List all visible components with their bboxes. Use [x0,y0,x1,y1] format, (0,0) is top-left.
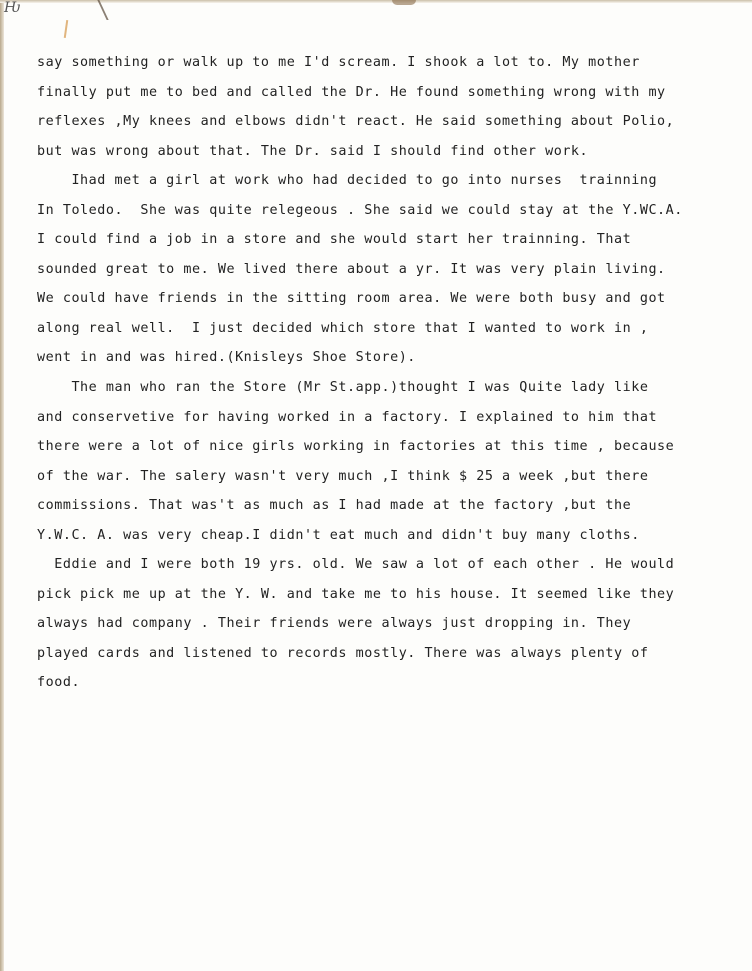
text-line: sounded great to me. We lived there about a yr. It was very plain living. [37,261,666,277]
paper-top-edge [0,0,752,3]
text-line: always had company . Their friends were always just dropping in. They [37,616,632,632]
text-line: there were a lot of nice girls working in factories at this time , because [37,439,675,455]
text-line: Y.W.C. A. was very cheap.I didn't eat much and didn't buy many cloths. [37,527,640,543]
pencil-mark [64,20,68,38]
text-line: along real well. I just decided which store that I wanted to work in , [37,320,649,336]
page-number-mark: Ƕ [4,0,21,16]
text-line: commissions. That was't as much as I had made at the factory ,but the [37,498,632,514]
paper-left-edge [0,0,4,971]
ink-smudge [83,0,108,20]
text-line: We could have friends in the sitting room area. We were both busy and got [37,291,666,307]
text-line: played cards and listened to records mostly. There was always plenty of [37,645,649,661]
typed-text-body [37,48,717,698]
text-line: I could find a job in a store and she would start her trainning. That [37,232,632,248]
text-line: and conservetive for having worked in a factory. I explained to him that [37,409,658,425]
text-line: of the war. The salery wasn't very much ,I think $ 25 a week ,but there [37,468,649,484]
text-line: finally put me to bed and called the Dr. He found something wrong with my [37,84,666,100]
text-line: pick pick me up at the Y. W. and take me to his house. It seemed like they [37,586,675,602]
text-line: Ihad met a girl at work who had decided to go into nurses trainning [37,173,658,189]
text-line: The man who ran the Store (Mr St.app.)thought I was Quite lady like [37,380,649,396]
text-line: went in and was hired.(Knisleys Shoe Store). [37,350,416,366]
text-line: reflexes ,My knees and elbows didn't react. He said something about Polio, [37,114,675,130]
ink-blot [392,0,416,5]
text-line: Eddie and I were both 19 yrs. old. We saw a lot of each other . He would [37,557,675,573]
text-line: say something or walk up to me I'd scream. I shook a lot to. My mother [37,55,640,70]
text-line: food. [37,675,81,691]
text-line: In Toledo. She was quite relegeous . She said we could stay at the Y.WC.A. [37,202,683,218]
text-line: but was wrong about that. The Dr. said I should find other work. [37,143,589,159]
